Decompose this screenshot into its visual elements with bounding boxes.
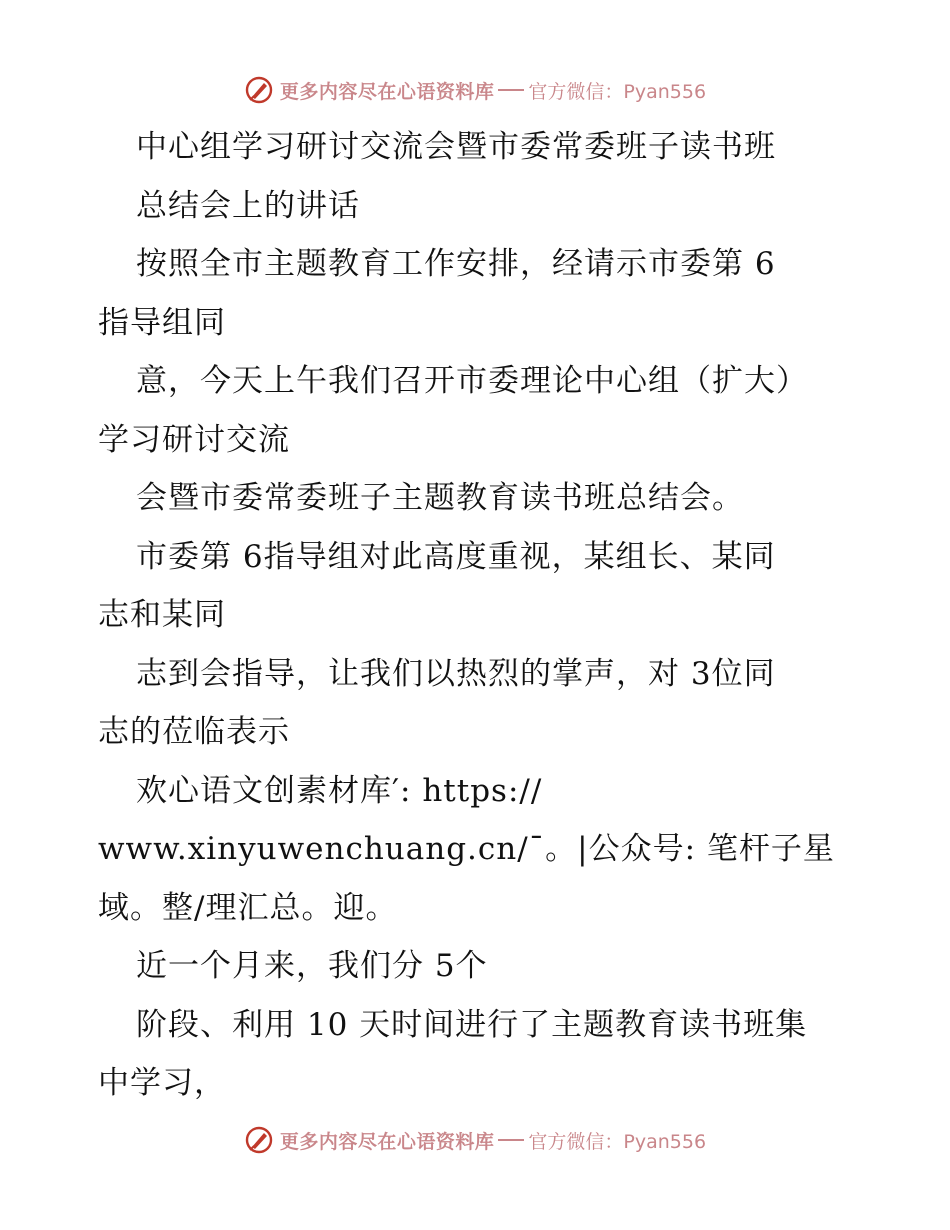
document-line: 志的莅临表示 <box>98 714 290 750</box>
banner-main-text: 更多内容尽在心语资料库 <box>279 80 495 103</box>
document-line: 域。整/理汇总。迎。 <box>98 889 398 926</box>
quill-pen-logo-icon <box>244 1125 274 1155</box>
document-body <box>98 118 858 1113</box>
document-line: 中心组学习研讨交流会暨市委常委班子读书班 <box>136 129 776 165</box>
document-line: 近一个月来，我们分 5个 <box>136 948 488 984</box>
header-watermark-banner <box>0 70 950 110</box>
document-line: 中学习， <box>98 1065 226 1101</box>
banner-main-text: 更多内容尽在心语资料库 <box>279 1130 495 1153</box>
document-line: 会暨市委常委班子主题教育读书班总结会。 <box>136 480 744 516</box>
document-line: 阶段、利用 10 天时间进行了主题教育读书班集 <box>136 1006 808 1043</box>
document-line: www.xinyuwenchuang.cn/¯。|公众号: 笔杆子星 <box>98 831 835 867</box>
document-line: 志到会指导，让我们以热烈的掌声，对 3位同 <box>136 655 776 692</box>
document-line: 总结会上的讲话 <box>136 187 360 224</box>
banner-wechat-text: 官方微信：Pyan556 <box>528 80 707 103</box>
document-line: 意，今天上午我们召开市委理论中心组（扩大） <box>136 363 808 399</box>
footer-watermark-banner <box>0 1120 950 1160</box>
document-line: 欢心语文创素材库′: https:// <box>136 772 543 809</box>
document-line: 指导组同 <box>98 304 226 341</box>
document-line: 市委第 6指导组对此高度重视，某组长、某同 <box>136 538 776 575</box>
banner-wechat-text: 官方微信：Pyan556 <box>528 1130 707 1153</box>
document-line: 按照全市主题教育工作安排，经请示市委第 6 <box>136 246 776 282</box>
banner-separator <box>498 1139 524 1141</box>
document-line: 志和某同 <box>98 597 226 633</box>
banner-separator <box>498 89 524 91</box>
document-line: 学习研讨交流 <box>98 421 290 458</box>
quill-pen-logo-icon <box>244 75 274 105</box>
